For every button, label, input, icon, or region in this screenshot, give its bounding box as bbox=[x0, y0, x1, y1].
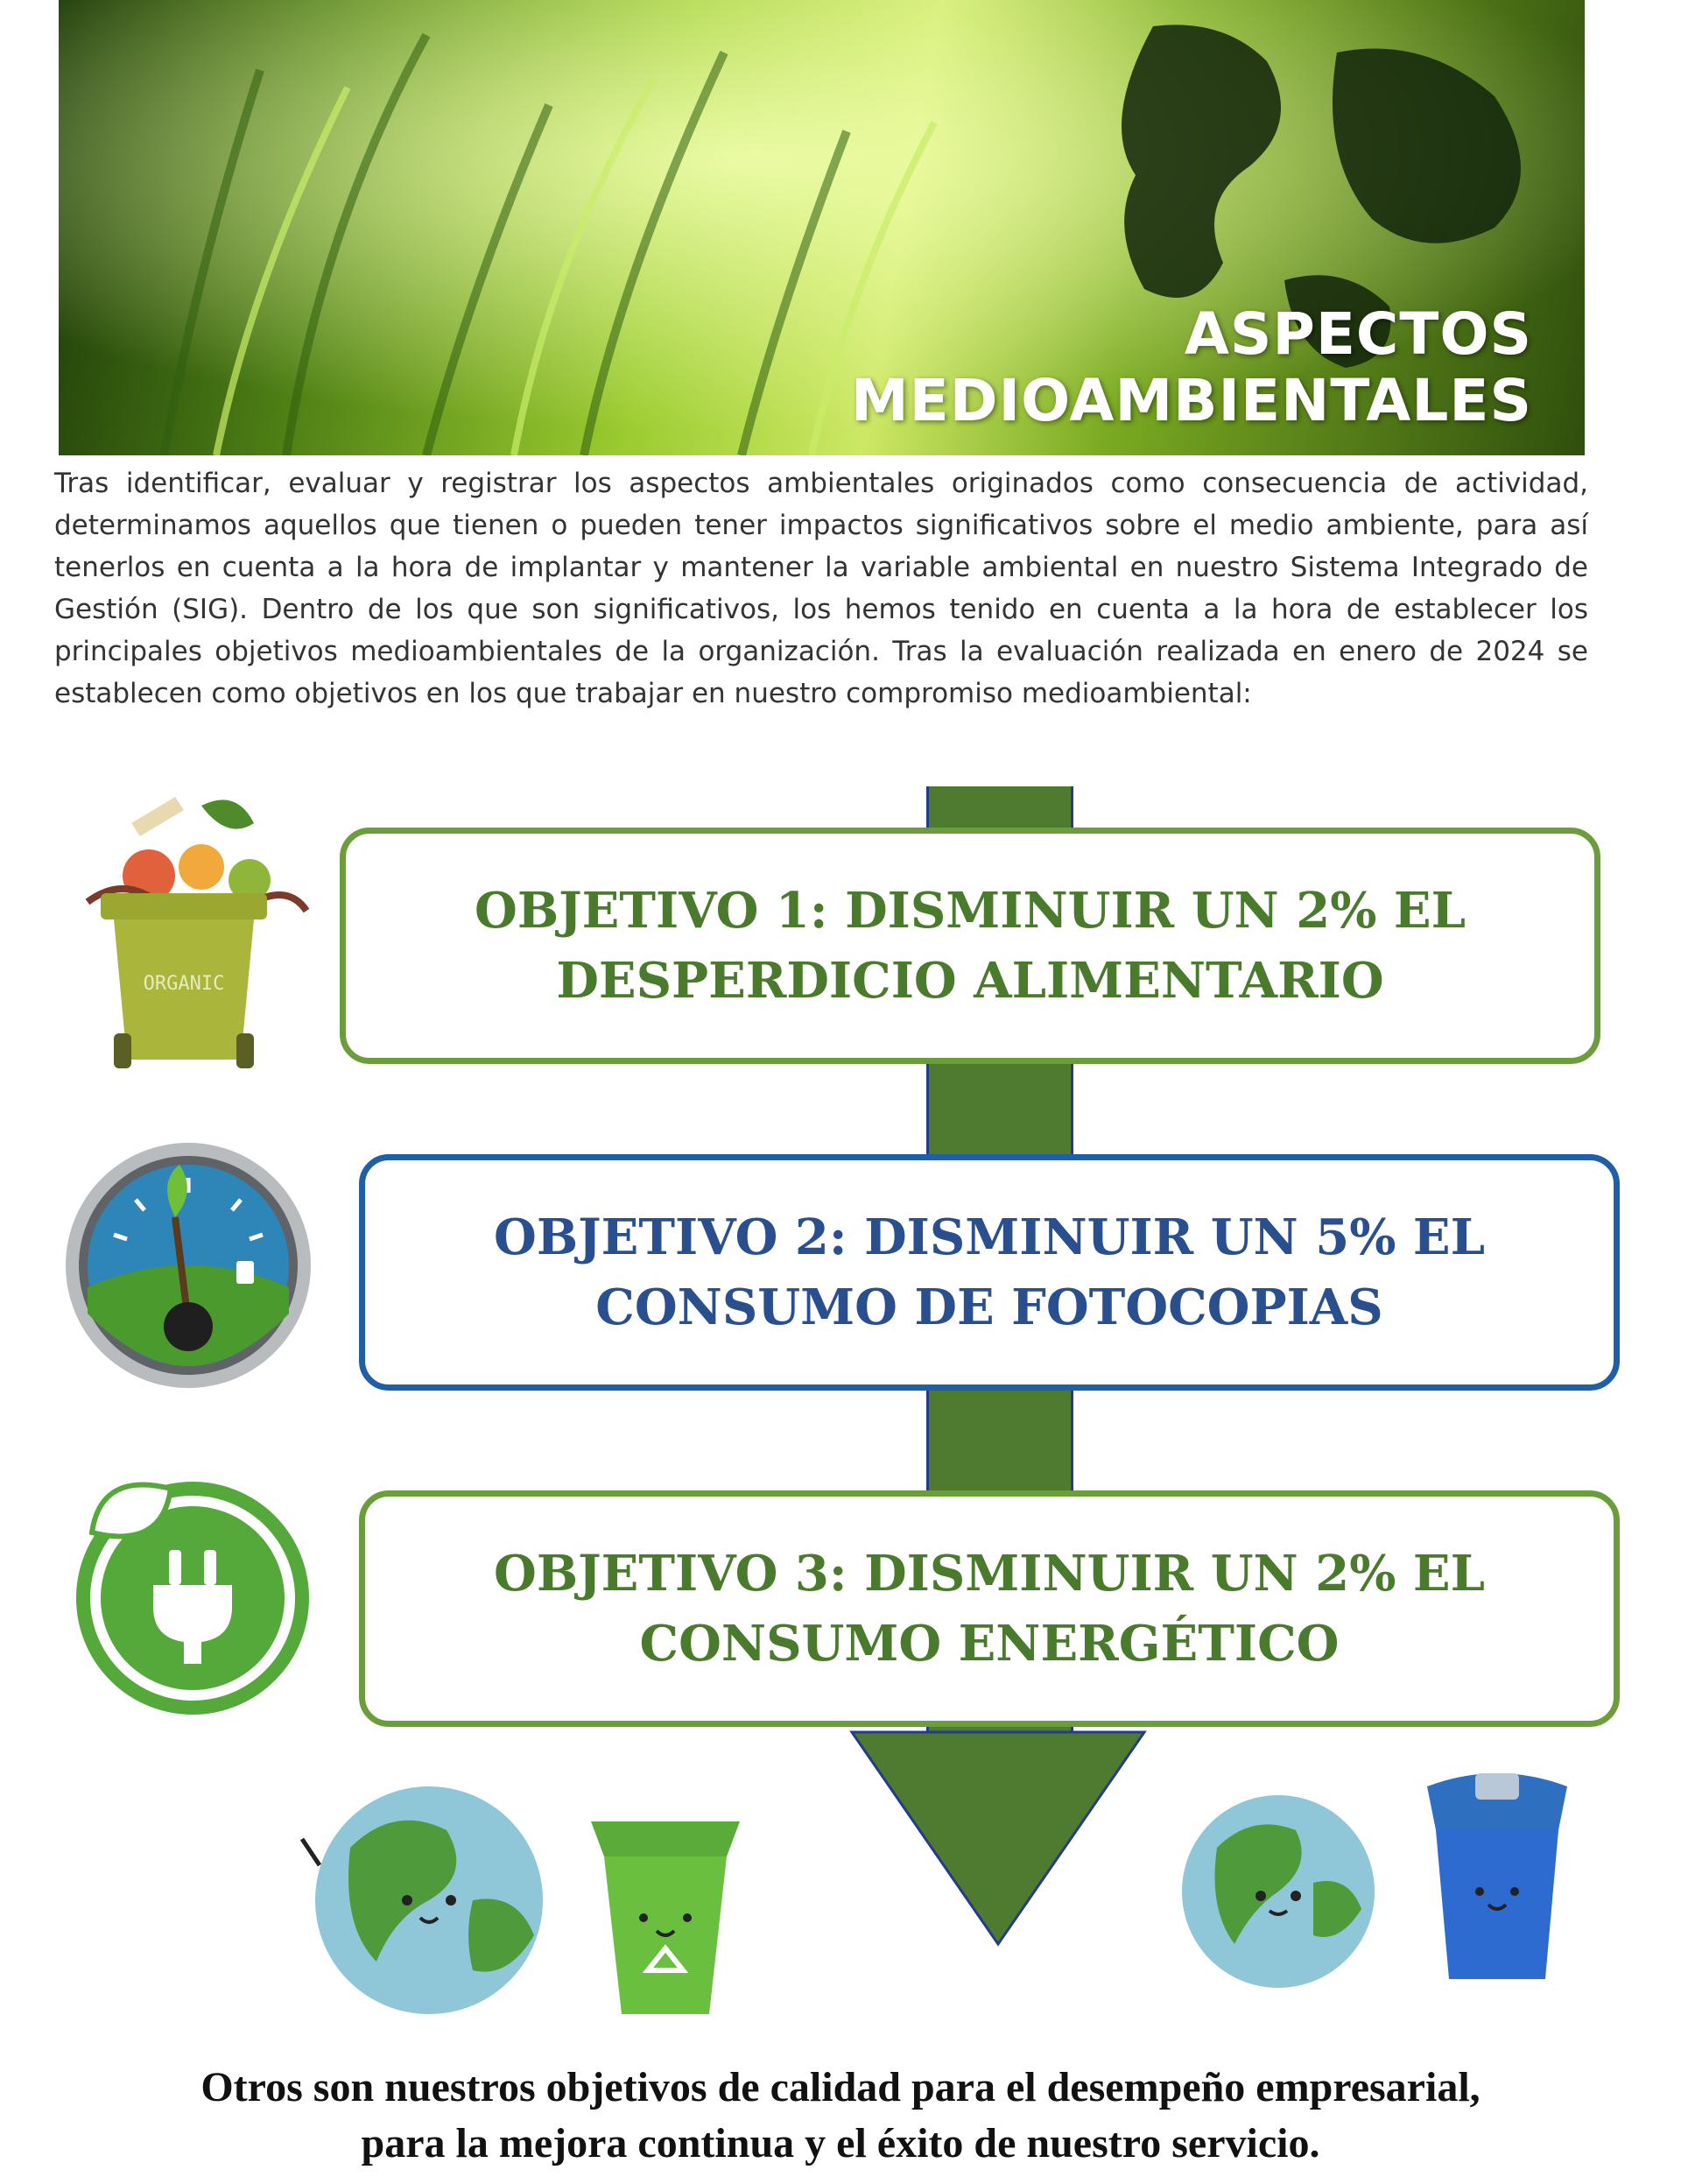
fuel-pump-icon bbox=[236, 1261, 254, 1284]
organic-bin-icon bbox=[53, 771, 315, 1077]
objective-1-box: OBJETIVO 1: DISMINUIR UN 2% EL DESPERDICIO ALIMENTARIO bbox=[340, 828, 1600, 1064]
eco-gauge-icon bbox=[61, 1138, 315, 1392]
energy-plug-icon bbox=[66, 1462, 320, 1716]
intro-paragraph: Tras identificar, evaluar y registrar los aspectos ambientales originados como consecuencia de actividad, determinamos aquellos que tienen o pueden tener impactos significativos sobre el medio ambiente, para así tenerlos en cuenta a la hora de implantar y mantener la variable ambiental en nuestro Sistema Integrado de Gestión (SIG). Dentro de los que son significativos, los hemos tenido en cuenta a la hora de establecer los principales objetivos medioambientales de la organización. Tras la evaluación realizada en enero de 2024 se establecen como objetivos en los que trabajar en nuestro compromiso medioambiental: bbox=[54, 468, 1588, 709]
objective-2-box: OBJETIVO 2: DISMINUIR UN 5% EL CONSUMO DE FOTOCOPIAS bbox=[359, 1154, 1620, 1391]
organic-label: ORGANIC bbox=[143, 973, 225, 995]
earth-and-recycle-bin-mascots bbox=[298, 1769, 823, 2032]
banner-title-line1: ASPECTOS bbox=[1184, 300, 1532, 368]
banner-title-line2: MEDIOAMBIENTALES bbox=[850, 367, 1532, 434]
header-banner bbox=[59, 0, 1585, 455]
recycle-icon bbox=[1475, 1773, 1519, 1800]
arrow-head bbox=[849, 1730, 1147, 1948]
objective-3-box: OBJETIVO 3: DISMINUIR UN 2% EL CONSUMO ENERGÉTICO bbox=[359, 1490, 1620, 1727]
banner-title bbox=[851, 301, 1532, 434]
earth-and-blue-bin-mascots bbox=[1173, 1760, 1611, 1997]
footer-text: Otros son nuestros objetivos de calidad para el desempeño empresarial, para la mejora continua y el éxito de nuestro servicio. bbox=[200, 2064, 1481, 2166]
